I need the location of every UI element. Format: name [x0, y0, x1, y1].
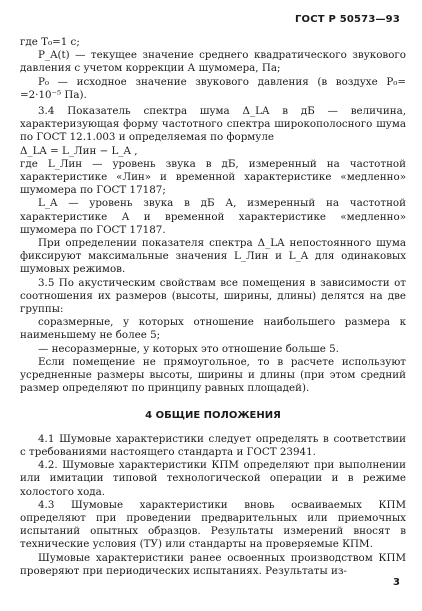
def-l-a: L_A — уровень звука в дБ А, измеренный на частотной характеристике А и временной характеристике «медленно» шумомера по ГОСТ 17187. — [20, 197, 406, 236]
formula-delta-la: Δ_LA = L_Лин − L_A , — [20, 144, 138, 157]
page-number: 3 — [393, 577, 400, 588]
def-pa: P_A(t) — текущее значение среднего квадратического звукового давления с учетом коррекции А шумомера, Па; — [20, 49, 406, 75]
list-item-proportional: соразмерные, у которых отношение наибольшего размера к наименьшему не более 5; — [20, 316, 406, 342]
paragraph-3-5-note: Если помещение не прямоугольное, то в расчете используют усредненные размеры высоты, ширины и длины (при этом средний размер определяют по принципу равных площадей). — [20, 355, 406, 395]
standard-code: ГОСТ Р 50573—93 — [294, 14, 400, 25]
def-t0: где T₀=1 с; — [20, 36, 80, 48]
paragraph-3-4: 3.4 Показатель спектра шума Δ_LA в дБ — величина, характеризующая форму частотного спектра широкополосного шума по ГОСТ 12.1.003 и определяемая по формуле — [20, 105, 406, 144]
paragraph-4-3: 4.3 Шумовые характеристики вновь осваиваемых КПМ определяют при проведении предварительных или приемочных испытаний опытных образцов. Результаты измерений вносят в технические условия (ТУ) или стандарты на проверяемые КПМ. — [20, 498, 406, 551]
paragraph-3-4-note: При определении показателя спектра Δ_LA непостоянного шума фиксируют максимальные значения L_Лин и L_A для одинаковых шумовых режимов. — [20, 237, 406, 276]
paragraph-4-1: 4.1 Шумовые характеристики следует определять в соответствии с требованиями настоящего стандарта и ГОСТ 23941. — [20, 432, 406, 458]
document-body — [20, 36, 406, 578]
section-4-title: 4 ОБЩИЕ ПОЛОЖЕНИЯ — [145, 410, 281, 422]
paragraph-4-4: Шумовые характеристики ранее освоенных производством КПМ проверяют при периодических испытаниях. Результаты из- — [20, 551, 406, 577]
paragraph-4-2: 4.2. Шумовые характеристики КПМ определяют при выполнении или имитации типовой технологической операции и в режиме холостого хода. — [20, 459, 406, 498]
def-l-lin: где L_Лин — уровень звука в дБ, измеренный на частотной характеристике «Лин» и временной характеристике «медленно» шумомера по ГОСТ 17187; — [20, 157, 406, 197]
def-p0: P₀ — исходное значение звукового давления (в воздухе P₀= =2·10⁻⁵ Па). — [20, 75, 406, 101]
list-item-disproportional: — несоразмерные, у которых это отношение больше 5. — [38, 342, 339, 355]
paragraph-3-5: 3.5 По акустическим свойствам все помещения в зависимости от соотношения их размеров (высоты, ширины, длины) делятся на две группы: — [20, 276, 406, 316]
